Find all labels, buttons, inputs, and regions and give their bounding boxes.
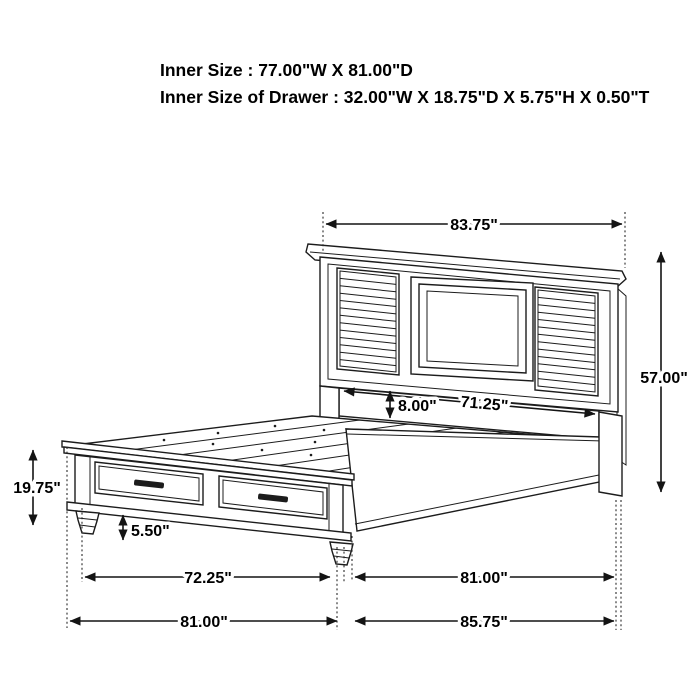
side-rail [346,429,604,531]
dim-headboard-height-label: 57.00" [640,370,688,387]
bed-drawing [62,244,626,565]
dim-drawer-clearance-label: 5.50" [131,523,170,540]
headboard-louver-right [535,287,598,396]
dim-footboard-front-width-label: 72.25" [184,570,232,587]
inner-size-note [160,60,650,107]
inner-drawer-size-line: Inner Size of Drawer : 32.00"W X 18.75"D X 5.75"H X 0.50"T [160,87,650,107]
dim-rail-length-label: 81.00" [460,570,508,587]
dim-rail-height-label: 8.00" [398,398,437,415]
headboard-louver-left [337,268,399,375]
dim-footboard-overall-width-label: 81.00" [180,614,228,631]
dim-headboard-width-label: 83.75" [450,217,498,234]
dim-overall-length-label: 85.75" [460,614,508,631]
dim-slat-width-label: 71.25" [459,393,509,416]
headboard-right-leg [599,412,622,496]
headboard-center-panel [411,277,533,381]
footboard-foot-left [76,511,99,534]
footboard-foot-right [330,542,353,565]
dim-footboard-height-label: 19.75" [13,480,61,497]
headboard-left-leg [320,386,339,420]
inner-size-line: Inner Size : 77.00"W X 81.00"D [160,60,413,80]
